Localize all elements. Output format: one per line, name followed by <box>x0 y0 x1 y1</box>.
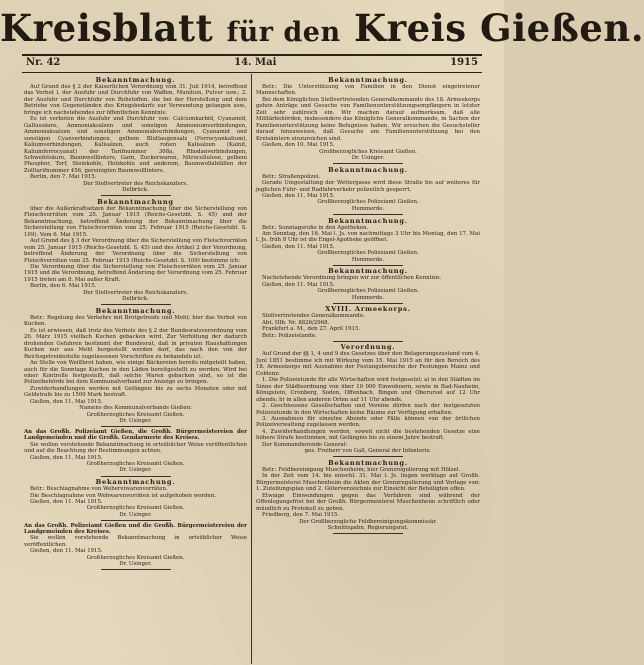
masthead-rule-bottom <box>22 72 482 73</box>
notice-signature: Großherzogliches Kreisamt Gießen. <box>86 554 185 561</box>
notice-signature: Delbrück. <box>122 296 149 303</box>
notice-paragraph: 1. Die Polizeistunde für alle Wirtschaften wird festgesetzt: a) in den Städten im Sinne der Städteordnung von über 10 000 Einwohnern, sowie in Bad-Nauheim, Königstein, Cronberg, Soden, Offenbach, Bingen und Oberursel auf 12 Uhr abends; b) in allen anderen Orten auf 11 Uhr abends. <box>256 377 480 403</box>
notice-paragraph: Betr.: Straßenpolizei. <box>262 173 321 180</box>
notice-separator <box>101 476 171 477</box>
notice-paragraph: Zuwiderhandlungen werden mit Gefängnis bis zu sechs Monaten oder mit Geldstrafe bis zu 1500 Mark bestraft. <box>24 385 247 399</box>
notice-separator <box>333 341 403 342</box>
notice-block <box>256 166 480 213</box>
notice-paragraph: Betr.: Regelung des Verkehrs mit Brotgetreide und Mehl; hier das Verbot von Kuchen. <box>24 314 247 328</box>
notice-paragraph: In der Zeit vom 14. bis einschl. 31. Mai l. Js. liegen werktags auf Großh. Bürgermeisterei Muschenheim die Akten der Grenzregulierung und Vorlage von: 1. Zuteilungsplan und 2. Güterverzeichnis zur Einsicht der Beteiligten offen. <box>256 473 480 493</box>
notice-signature: Großherzogliches Kreisamt Gießen. <box>86 461 185 468</box>
notice-heading: Verordnung. <box>340 343 396 352</box>
masthead-part-3: Kreis Gießen. <box>354 6 644 50</box>
notice-signature: Dr. Usinger. <box>351 154 385 161</box>
notice-paragraph: Stellvertretendes Generalkommando. <box>262 313 365 320</box>
masthead-rule-top <box>22 54 482 56</box>
notice-heading: Bekanntmachung. <box>95 478 176 487</box>
masthead-title <box>0 2 644 54</box>
notice-heading: Bekanntmachung. <box>95 76 176 84</box>
notice-paragraph: Gießen, den 11. Mai 1915. <box>262 243 335 250</box>
notice-paragraph: Betr.: Sonntagsruhe in den Apotheken. <box>262 224 369 231</box>
notice-separator <box>333 303 403 304</box>
notice-paragraph: Auf Grund des § 2 der Kaiserlichen Verordnung vom 31. Juli 1914, betreffend das Verbot l. der Ausfuhr und Durchfuhr von Waffen, Munition, Pulver usw.; 2. der Ausfuhr und Durchfuhr von Rohstoffen, die bei der Herstellung und dem Betriebe von Gegenständen des Kriegsbedarfs zur Verwendung gelangen usw., bringe ich nachstehendes zur öffentlichen Kenntnis: <box>24 84 247 116</box>
notice-heading: Bekanntmachung. <box>328 267 408 276</box>
notice-paragraph: Betr.: Beschlagnahme von Webereiwarenvorräten. <box>30 486 168 493</box>
notice-signature: Hemmerde. <box>351 256 385 263</box>
notice-block <box>24 429 247 474</box>
notice-paragraph: Bei dem Königlichen Stellvertretenden Generalkommando des 18. Armeekorps gehen Anträge und Gesuche von Familienunterstützungsempfängern in letzter Zeit sehr zahlreich ein. Wir machen darauf aufmerksam, daß alle Militärbehörden, insbesondere das Königliche Generalkommando, in Sachen der Familienunterstützung keine Befugnisse haben. Wir ersuchen die Gesuchsteller darauf hinzuweisen, daß Gesuche um Familienunterstützung bei den Kreisämtern einzureichen sind. <box>256 96 480 142</box>
notice-signature: Der Stellvertreter des Reichskanzlers. <box>83 180 188 187</box>
notice-heading: XVIII. Armeekorps. <box>325 305 411 314</box>
notice-paragraph: Es ist verboten die Ausfuhr und Durchfuhr von: Calciumkarbid, Cyanamid, Gallussäure, Ammoniaksalzen und sonstigen Ammoniumverbindungen, Ammoniaksalzen und sonstigen Ammoniakverbindungen, Cyanamid und sonstigen Cyanverbindungen, gelbem Blutlaugensalz (Ferrocyankalium), Kaliumverbindungen, Kalisalzen, auch rohen Kalisalzen (Kainit, Kaliumferrocyanat) der Tarifnummer 308a, Rhodanverbindungen, Schwefelsäure, Baumwolllinters, Garn, Zuckerwaren, Nitrocellulose, gelbem Phosphor, Torf, Steinkohle, Holzkohle und anderem, Baumwollabfällen der Zolltarifnummer 456, gereinigten Baumwolllinters. <box>24 116 247 174</box>
notice-signature: Großherzogliches Kreisamt Gießen. <box>319 148 417 155</box>
notice-addressee: An das Großh. Polizeiamt Gießen, die Großh. Bürgermeistereien der Landgemeinden und die Großh. Gendarmerie des Kreises. <box>24 428 247 442</box>
notice-paragraph: Auf Grund der §§ 1, 4 und 9 des Gesetzes über den Belagerungszustand vom 4. Juni 1851 bestimme ich mit Wirkung vom 15. Mai 1915 an für den Bereich des 18. Armeekorps mit Ausnahme der Festungsbereiche der Festungen Mainz und Coblenz: <box>256 351 480 377</box>
notice-signature: Namens des Kommunalverbands Gießen: <box>79 405 192 412</box>
masthead-part-1: Kreisblatt <box>0 6 214 50</box>
notice-block <box>24 523 247 568</box>
issue-line <box>26 57 478 71</box>
notice-signature: Großherzogliches Kreisamt Gießen. <box>86 411 185 418</box>
notice-paragraph: Betr.: Die Unterstützung von Familien in den Dienst eingetretener Mannschaften. <box>256 84 480 97</box>
notice-paragraph: 4. Zuwiderhandlungen werden, soweit nicht die bestehenden Gesetze eine höhere Strafe bestimmen, mit Gefängnis bis zu einem Jahre bestraft. <box>256 428 480 442</box>
notice-paragraph: Friedberg, den 7. Mai 1915. <box>262 512 340 519</box>
notice-heading: Bekanntmachung. <box>95 306 176 315</box>
issue-year: 1915 <box>450 57 478 68</box>
issue-number: Nr. 42 <box>26 57 61 68</box>
notice-paragraph: Gießen, den 10. Mai 1915. <box>262 142 335 149</box>
notice-separator <box>333 214 403 215</box>
notice-heading: Bekanntmachung. <box>328 458 408 467</box>
notice-signature: Dr. Usinger. <box>119 467 152 474</box>
notice-paragraph: 3. Ausnahmen für einzelne Abende oder Fälle können von der örtlichen Polizeiverwaltung zugelassen werden. <box>256 415 480 429</box>
notice-separator <box>101 426 171 427</box>
notice-signature: Großherzogliches Kreisamt Gießen. <box>86 505 185 512</box>
notice-separator <box>333 163 403 164</box>
notice-paragraph: Betr.: Polizeistunde. <box>262 332 317 339</box>
notice-heading: Bekanntmachung. <box>328 165 408 174</box>
notice-separator <box>101 304 171 305</box>
notice-paragraph: Die Verordnung über die Sicherstellung von Fleischvorräten vom 25. Januar 1915 und die Verordnung, betreffend Änderung der Verordnung vom 25. Februar 1915 treten am 8. Mai außer Kraft. <box>24 263 247 283</box>
notice-heading: Bekanntmachung. <box>328 76 408 84</box>
notice-block <box>256 267 480 301</box>
notice-signature: Großherzogliches Polizeiamt Gießen. <box>317 250 419 257</box>
notice-signature: Dr. Usinger. <box>119 418 152 425</box>
notice-paragraph: An Stelle von Weißbrot haben, wie einige Bäckereien bereits mitgeteilt haben, auch für die Sonntage Kuchen in den Läden bereitgestellt zu werden. Wird bei einer Kontrolle festgestellt, daß solche Waren gebacken sind, so ist die Polizeibehörde bei dem Kommunalverband zur Anzeige zu bringen. <box>24 360 247 386</box>
notice-paragraph: Gerade Umgestaltung der Wettergasse wird diese Straße bis auf weiteres für jeglichen Fuhr- und Radfahrverkehr polizeilich gesperrt. <box>256 180 480 193</box>
notice-paragraph: Am Sonntag, den 16. Mai l. Js. von nachmittags 3 Uhr bis Montag, den 17. Mai l. Js. früh 8 Uhr ist die Engel-Apotheke geöffnet. <box>256 230 480 244</box>
masthead-part-2: für den <box>226 17 341 48</box>
notice-paragraph: Der Kommandierende General: <box>262 441 348 448</box>
notice-separator <box>101 569 171 570</box>
notice-block <box>256 305 480 339</box>
notice-paragraph: Nachstehende Verordnung bringen wir zur öffentlichen Kenntnis. <box>262 275 442 282</box>
notice-separator <box>101 195 171 196</box>
notice-signature: Dr. Usinger. <box>119 561 152 568</box>
notice-signature: gez. Freiherr von Gall, General der Infanterie. <box>304 448 432 455</box>
notice-signature: Der Großherzogliche Feldbereinigungskommissär. <box>299 518 437 525</box>
notice-paragraph: Gießen, den 11. Mai 1915. <box>30 548 103 555</box>
notice-paragraph: Abt. IIIb. Nr. 8826/2968. <box>262 319 330 326</box>
notice-signature: Großherzogliches Polizeiamt Gießen. <box>317 199 419 206</box>
notice-paragraph: Gießen, den 11. Mai 1915. <box>30 499 103 506</box>
notice-block <box>256 76 480 161</box>
notice-signature: Schnittspahn, Regierungsrat. <box>327 524 409 531</box>
issue-date: 14. Mai <box>234 57 277 68</box>
notice-paragraph: Auf Grund des § 3 der Verordnung über die Sicherstellung von Fleischvorräten vom 25. Januar 1915 (Reichs-Gesetzbl. S. 45) und des Artikel 2 der Verordnung, betreffend Änderung der Verordnung über die Sicherstellung von Fleischvorräten vom 25. Februar 1915 (Reichs-Gesetzbl. S. 109) bestimme ich: <box>24 238 247 264</box>
notice-paragraph: Betr.: Feldbereinigung Muschenheim; hier Grenzregulierung mit Hölzel. <box>262 466 461 473</box>
notice-paragraph: 2. Geschlossene Gesellschaften und Vereine dürfen nach der festgesetzten Polizeistunde in den Wirtschaften keine Räume zur Verfügung erhalten. <box>256 403 480 416</box>
notice-separator <box>333 533 403 534</box>
notice-block <box>24 76 247 194</box>
column-divider <box>251 74 252 664</box>
notice-separator <box>333 265 403 266</box>
left-column <box>24 76 247 665</box>
notice-paragraph: Gießen, den 11. Mai 1915. <box>262 281 335 288</box>
notice-block <box>24 478 247 518</box>
notice-block <box>24 198 247 303</box>
notice-signature: Delbrück. <box>122 187 149 194</box>
notice-block <box>256 217 480 264</box>
notice-separator <box>101 520 171 521</box>
notice-paragraph: Es ist erwiesen, daß trotz des Verbots des § 2 der Bundesratsverordnung vom 26. März 1915 vielfach Kuchen gebacken wird. Zur Verhütung der dadurch drohenden Gefahren bestimmt der Bundesrat, daß in privaten Haushaltungen Kuchen nur aus Mehl hergestellt werden darf, das nach den von der Reichsgetreidestelle zugelassenen Vorschriften zu behandeln ist. <box>24 327 247 360</box>
notice-block <box>256 459 480 532</box>
notice-paragraph: Sie wollen vorstehende Bekanntmachung in ortsüblicher Weise veröffentlichen und auf die Beachtung der Bestimmungen achten. <box>24 441 247 455</box>
notice-paragraph: Gießen, den 11. Mai 1915. <box>30 398 103 405</box>
notice-paragraph: Gießen, den 11. Mai 1915. <box>262 192 335 199</box>
notice-block <box>24 307 247 425</box>
notice-paragraph: Berlin, den 7. Mai 1915. <box>30 174 97 181</box>
notice-signature: Großherzogliches Polizeiamt Gießen. <box>317 288 419 295</box>
notice-heading: Bekanntmachung <box>97 197 174 206</box>
notice-addressee: An das Großh. Polizeiamt Gießen und die Großh. Bürgermeistereien der Landgemeinden des Kreises. <box>24 522 247 536</box>
notice-paragraph: Die Beschlagnahme von Webwarenvorräten ist aufgehoben worden. <box>30 492 216 499</box>
notice-signature: Hemmerde. <box>351 294 385 301</box>
notice-heading: Bekanntmachung. <box>328 216 408 225</box>
notice-signature: Der Stellvertreter des Reichskanzlers. <box>83 289 188 296</box>
notice-signature: Hemmerde. <box>351 205 385 212</box>
notice-signature: Dr. Usinger. <box>119 511 152 518</box>
notice-paragraph: Frankfurt a. M., den 27. April 1915. <box>262 326 361 333</box>
notice-separator <box>333 456 403 457</box>
notice-paragraph: Berlin, den 6. Mai 1915. <box>30 283 97 290</box>
notice-paragraph: über die Außerkraftsetzen der Bekanntmachung über die Sicherstellung von Fleischvorräten vom 25. Januar 1915 (Reichs-Gesetzbl. S. 45) und der Bekanntmachung, betreffend Änderung der Bekanntmachung über die Sicherstellung von Fleischvorräten vom 25. Februar 1915 (Reichs-Gesetzbl. S. 109). Vom 6. Mai 1915. <box>24 205 247 238</box>
notice-paragraph: Etwaige Einwendungen gegen das Verfahren sind während der Offenlegungsfrist bei der Großh. Bürgermeisterei Muschenheim schriftlich oder mündlich zu Protokoll zu geben. <box>256 492 480 512</box>
notice-paragraph: Gießen, den 11. Mai 1915. <box>30 454 103 461</box>
right-column <box>256 76 480 665</box>
notice-block <box>256 343 480 454</box>
notice-paragraph: Sie wollen vorstehende Bekanntmachung in ortsüblicher Weise veröffentlichen. <box>24 535 247 548</box>
